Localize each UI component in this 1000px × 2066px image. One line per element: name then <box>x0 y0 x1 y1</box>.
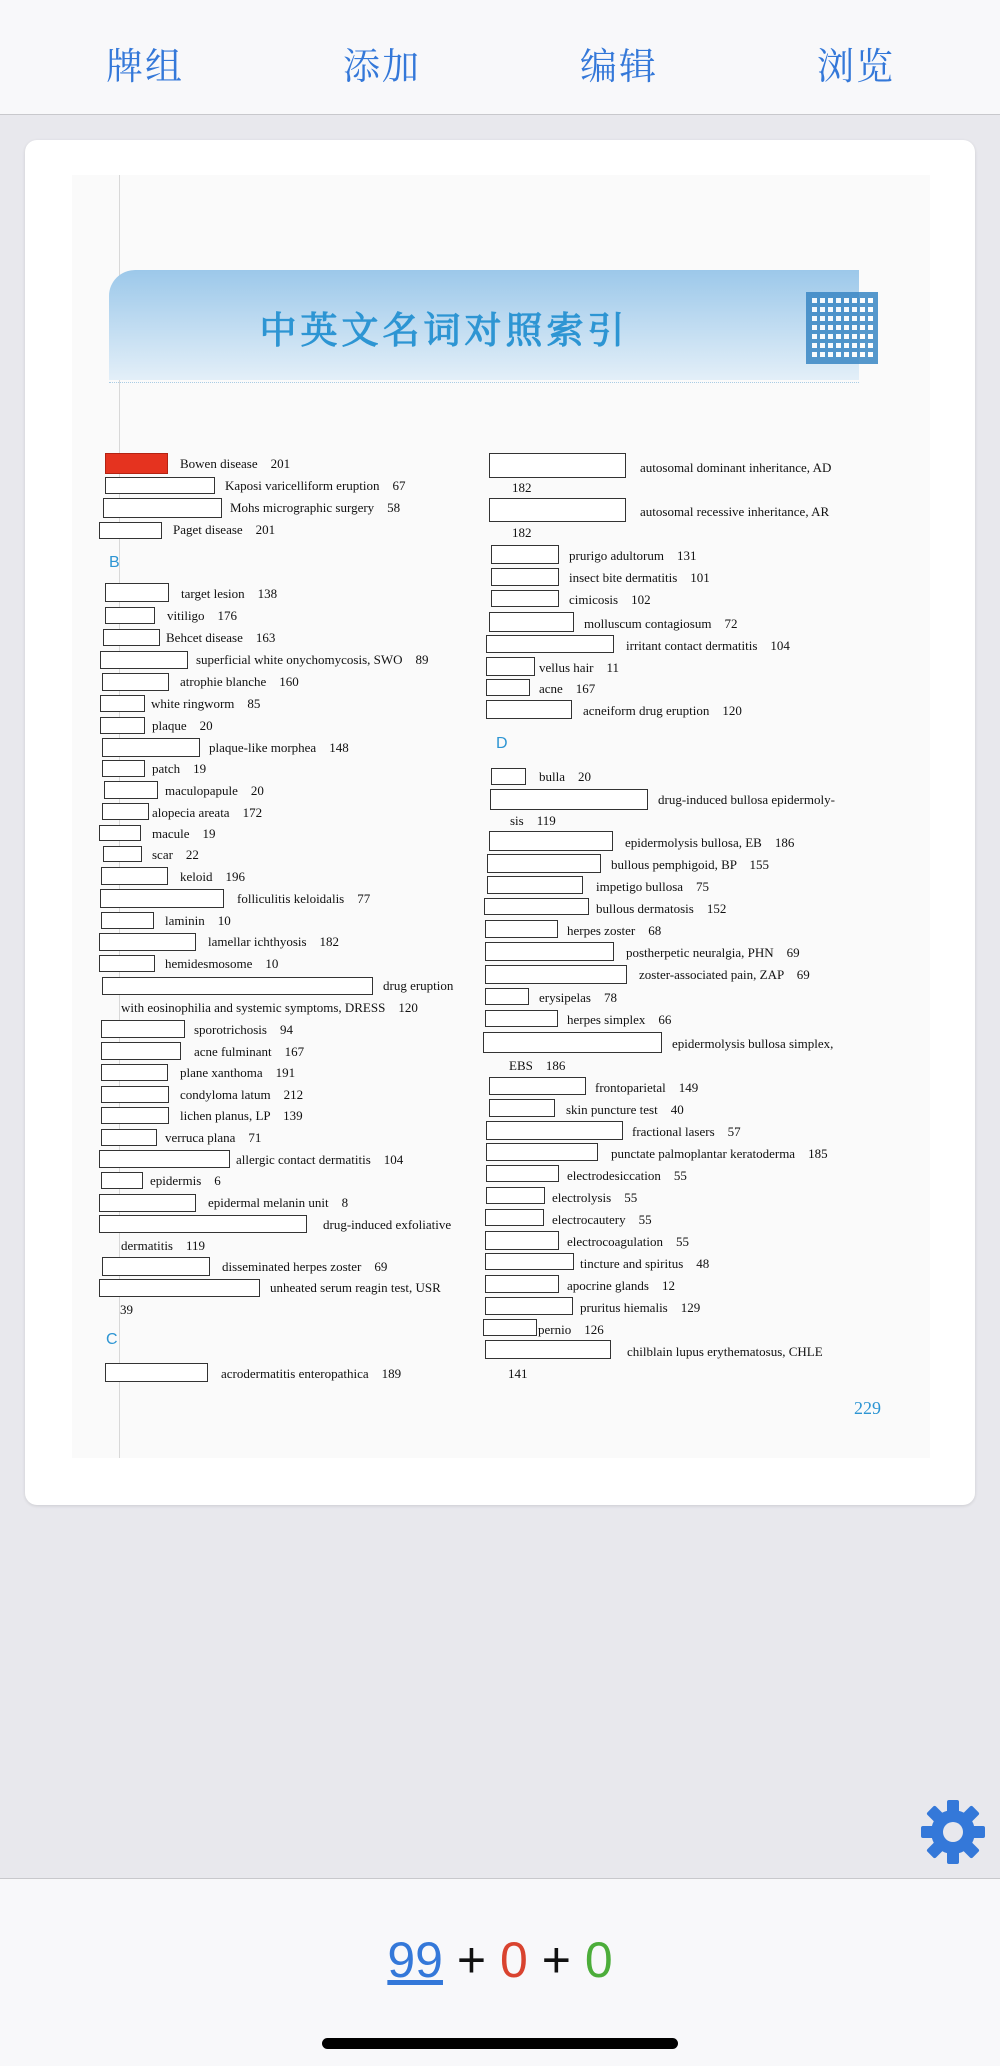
index-entry: acneiform drug eruption 120 <box>583 703 742 718</box>
index-entry: patch 19 <box>152 761 207 776</box>
occlusion-box[interactable] <box>99 1215 307 1233</box>
index-entry: Mohs micrographic surgery 58 <box>230 500 401 515</box>
index-entry: sis 119 <box>510 813 556 828</box>
section-letter-b: B <box>109 554 120 571</box>
occlusion-box[interactable] <box>103 498 222 518</box>
occlusion-box[interactable] <box>100 717 145 734</box>
index-entry: lamellar ichthyosis 182 <box>208 934 340 949</box>
index-entry: laminin 10 <box>165 913 231 928</box>
index-entry: zoster-associated pain, ZAP 69 <box>639 967 810 982</box>
index-entry: verruca plana 71 <box>165 1130 262 1145</box>
index-entry: acne 167 <box>539 681 596 696</box>
index-entry: scar 22 <box>152 847 199 862</box>
occlusion-box[interactable] <box>483 1319 537 1336</box>
index-entry: pernio 126 <box>538 1322 604 1337</box>
occlusion-box[interactable] <box>105 1363 208 1382</box>
index-entry: pruritus hiemalis 129 <box>580 1300 701 1315</box>
index-entry: prurigo adultorum 131 <box>569 548 697 563</box>
index-entry: vitiligo 176 <box>167 608 238 623</box>
occlusion-box[interactable] <box>489 831 613 851</box>
index-entry: cimicosis 102 <box>569 592 651 607</box>
index-entry: vellus hair 11 <box>539 660 620 675</box>
occlusion-box[interactable] <box>102 760 145 777</box>
occlusion-box[interactable] <box>101 1129 157 1146</box>
occlusion-box[interactable] <box>105 583 169 602</box>
index-entry: punctate palmoplantar keratoderma 185 <box>611 1146 828 1161</box>
index-entry: lichen planus, LP 139 <box>180 1108 303 1123</box>
due-counts <box>0 1931 1000 1989</box>
occlusion-box[interactable] <box>99 825 141 841</box>
index-entry: plaque 20 <box>152 718 213 733</box>
occlusion-box[interactable] <box>99 1150 230 1168</box>
index-entry: superficial white onychomycosis, SWO 89 <box>196 652 429 667</box>
index-entry: tincture and spiritus 48 <box>580 1256 710 1271</box>
occlusion-box[interactable] <box>485 1231 559 1250</box>
occlusion-box[interactable] <box>102 1257 210 1276</box>
index-entry: 141 <box>508 1366 528 1381</box>
occlusion-box[interactable] <box>99 1279 260 1297</box>
occlusion-box[interactable] <box>485 1209 544 1226</box>
bottom-bar <box>0 1878 1000 2066</box>
occlusion-box[interactable] <box>101 1172 143 1189</box>
occlusion-box[interactable] <box>485 965 627 984</box>
occlusion-box[interactable] <box>486 657 535 676</box>
occlusion-box[interactable] <box>490 789 648 810</box>
index-entry: bullous dermatosis 152 <box>596 901 727 916</box>
occlusion-box-active[interactable] <box>105 453 168 474</box>
occlusion-box[interactable] <box>485 1340 611 1359</box>
document-page <box>72 175 930 1458</box>
index-entry: electrodesiccation 55 <box>567 1168 687 1183</box>
occlusion-box[interactable] <box>491 568 559 586</box>
tab-browse[interactable]: 浏览 <box>817 45 895 88</box>
index-entry: 182 <box>512 525 532 540</box>
index-entry: 182 <box>512 480 532 495</box>
tab-edit[interactable]: 编辑 <box>580 45 658 88</box>
occlusion-box[interactable] <box>99 1194 196 1212</box>
occlusion-box[interactable] <box>485 1275 559 1293</box>
index-entry: herpes simplex 66 <box>567 1012 672 1027</box>
page-number: 229 <box>854 1398 881 1418</box>
index-entry: Bowen disease 201 <box>180 456 291 471</box>
index-entry: maculopapule 20 <box>165 783 264 798</box>
index-entry: with eosinophilia and systemic symptoms, DRESS 120 <box>121 1000 418 1015</box>
qr-code-icon <box>806 292 878 364</box>
index-entry: postherpetic neuralgia, PHN 69 <box>626 945 800 960</box>
top-nav-bar <box>0 0 1000 115</box>
occlusion-box[interactable] <box>489 1099 555 1117</box>
occlusion-box[interactable] <box>486 700 572 719</box>
occlusion-box[interactable] <box>485 942 614 961</box>
occlusion-box[interactable] <box>485 920 558 938</box>
index-entry: herpes zoster 68 <box>567 923 662 938</box>
occlusion-box[interactable] <box>486 1121 623 1140</box>
occlusion-box[interactable] <box>483 1032 662 1053</box>
index-entry: impetigo bullosa 75 <box>596 879 710 894</box>
index-entry: hemidesmosome 10 <box>165 956 279 971</box>
home-indicator[interactable] <box>322 2038 678 2049</box>
occlusion-box[interactable] <box>100 695 145 712</box>
index-entry: Paget disease 201 <box>173 522 276 537</box>
occlusion-box[interactable] <box>99 955 155 972</box>
index-entry: unheated serum reagin test, USR <box>270 1280 441 1295</box>
occlusion-box[interactable] <box>491 768 526 785</box>
occlusion-box[interactable] <box>103 629 160 646</box>
index-entry: drug-induced bullosa epidermoly- <box>658 792 835 807</box>
occlusion-box[interactable] <box>486 679 530 696</box>
banner-divider <box>109 382 859 383</box>
occlusion-box[interactable] <box>491 545 559 564</box>
index-entry: macule 19 <box>152 826 216 841</box>
index-entry: molluscum contagiosum 72 <box>584 616 738 631</box>
occlusion-box[interactable] <box>99 933 196 951</box>
index-entry: electrolysis 55 <box>552 1190 638 1205</box>
index-entry: electrocoagulation 55 <box>567 1234 690 1249</box>
section-letter-c: C <box>106 1331 118 1348</box>
occlusion-box[interactable] <box>489 612 574 632</box>
occlusion-box[interactable] <box>485 1297 573 1315</box>
tab-decks[interactable]: 牌组 <box>106 45 184 88</box>
index-entry: acrodermatitis enteropathica 189 <box>221 1366 402 1381</box>
occlusion-box[interactable] <box>103 846 142 862</box>
index-entry: Kaposi varicelliform eruption 67 <box>225 478 406 493</box>
index-entry: Behcet disease 163 <box>166 630 276 645</box>
occlusion-box[interactable] <box>491 590 559 607</box>
index-entry: insect bite dermatitis 101 <box>569 570 710 585</box>
occlusion-box[interactable] <box>101 1042 181 1060</box>
index-entry: acne fulminant 167 <box>194 1044 305 1059</box>
index-entry: condyloma latum 212 <box>180 1087 304 1102</box>
occlusion-box[interactable] <box>489 1077 586 1095</box>
occlusion-box[interactable] <box>485 988 529 1005</box>
occlusion-box[interactable] <box>484 898 589 915</box>
new-count[interactable]: 99 <box>387 1932 443 1988</box>
occlusion-box[interactable] <box>101 1020 185 1038</box>
index-entry: atrophie blanche 160 <box>180 674 299 689</box>
occlusion-box[interactable] <box>100 889 224 908</box>
section-letter-d: D <box>496 735 508 752</box>
index-entry: drug eruption <box>383 978 454 993</box>
index-entry: target lesion 138 <box>181 586 278 601</box>
title-banner <box>109 270 859 380</box>
index-entry: skin puncture test 40 <box>566 1102 684 1117</box>
document-title: 中英文名词对照索引 <box>259 309 629 352</box>
occlusion-box[interactable] <box>101 1107 169 1124</box>
index-entry: folliculitis keloidalis 77 <box>237 891 371 906</box>
occlusion-box[interactable] <box>101 867 168 885</box>
index-entry: dermatitis 119 <box>121 1238 206 1253</box>
plus-separator: + <box>456 1932 487 1988</box>
index-entry: fractional lasers 57 <box>632 1124 741 1139</box>
index-entry: bullous pemphigoid, BP 155 <box>611 857 770 872</box>
index-entry: drug-induced exfoliative <box>323 1217 452 1232</box>
index-entry: sporotrichosis 94 <box>194 1022 293 1037</box>
occlusion-box[interactable] <box>485 1253 574 1270</box>
index-entry: white ringworm 85 <box>151 696 261 711</box>
occlusion-box[interactable] <box>489 453 626 478</box>
occlusion-box[interactable] <box>487 876 583 894</box>
occlusion-box[interactable] <box>101 1086 169 1103</box>
occlusion-box[interactable] <box>485 1010 558 1027</box>
occlusion-box[interactable] <box>104 781 158 799</box>
occlusion-box[interactable] <box>487 854 601 873</box>
index-entry: alopecia areata 172 <box>152 805 263 820</box>
occlusion-box[interactable] <box>102 673 169 691</box>
occlusion-box[interactable] <box>486 1187 545 1204</box>
learning-count: 0 <box>500 1932 528 1988</box>
occlusion-box[interactable] <box>105 477 215 494</box>
index-entry: autosomal dominant inheritance, AD <box>640 460 832 475</box>
index-entry: frontoparietal 149 <box>595 1080 699 1095</box>
review-count: 0 <box>584 1932 613 1988</box>
index-entry: epidermolysis bullosa simplex, <box>672 1036 834 1051</box>
occlusion-box[interactable] <box>102 738 200 757</box>
index-entry: irritant contact dermatitis 104 <box>626 638 790 653</box>
plus-separator: + <box>541 1932 571 1988</box>
index-entry: plaque-like morphea 148 <box>209 740 349 755</box>
index-entry: 39 <box>120 1302 133 1317</box>
index-entry: electrocautery 55 <box>552 1212 652 1227</box>
occlusion-box[interactable] <box>486 635 614 653</box>
index-entry: keloid 196 <box>180 869 245 884</box>
occlusion-box[interactable] <box>102 803 149 820</box>
occlusion-box[interactable] <box>486 1143 598 1161</box>
occlusion-box[interactable] <box>105 607 155 624</box>
index-entry: epidermolysis bullosa, EB 186 <box>625 835 795 850</box>
index-entry: disseminated herpes zoster 69 <box>222 1259 388 1274</box>
tab-add[interactable]: 添加 <box>343 45 421 88</box>
index-entry: allergic contact dermatitis 104 <box>236 1152 404 1167</box>
gear-icon[interactable] <box>917 1796 989 1868</box>
occlusion-box[interactable] <box>486 1165 559 1182</box>
index-entry: erysipelas 78 <box>539 990 617 1005</box>
index-entry: chilblain lupus erythematosus, CHLE <box>627 1344 823 1359</box>
index-entry: plane xanthoma 191 <box>180 1065 296 1080</box>
occlusion-box[interactable] <box>100 651 188 669</box>
index-entry: EBS 186 <box>509 1058 566 1073</box>
index-entry: autosomal recessive inheritance, AR <box>640 504 830 519</box>
index-entry: epidermal melanin unit 8 <box>208 1195 349 1210</box>
index-entry: bulla 20 <box>539 769 591 784</box>
occlusion-box[interactable] <box>101 912 154 929</box>
occlusion-box[interactable] <box>101 1064 168 1081</box>
index-entry: epidermis 6 <box>150 1173 221 1188</box>
occlusion-box[interactable] <box>99 522 162 539</box>
occlusion-box[interactable] <box>489 498 626 522</box>
index-entry: apocrine glands 12 <box>567 1278 675 1293</box>
occlusion-box[interactable] <box>102 977 373 995</box>
